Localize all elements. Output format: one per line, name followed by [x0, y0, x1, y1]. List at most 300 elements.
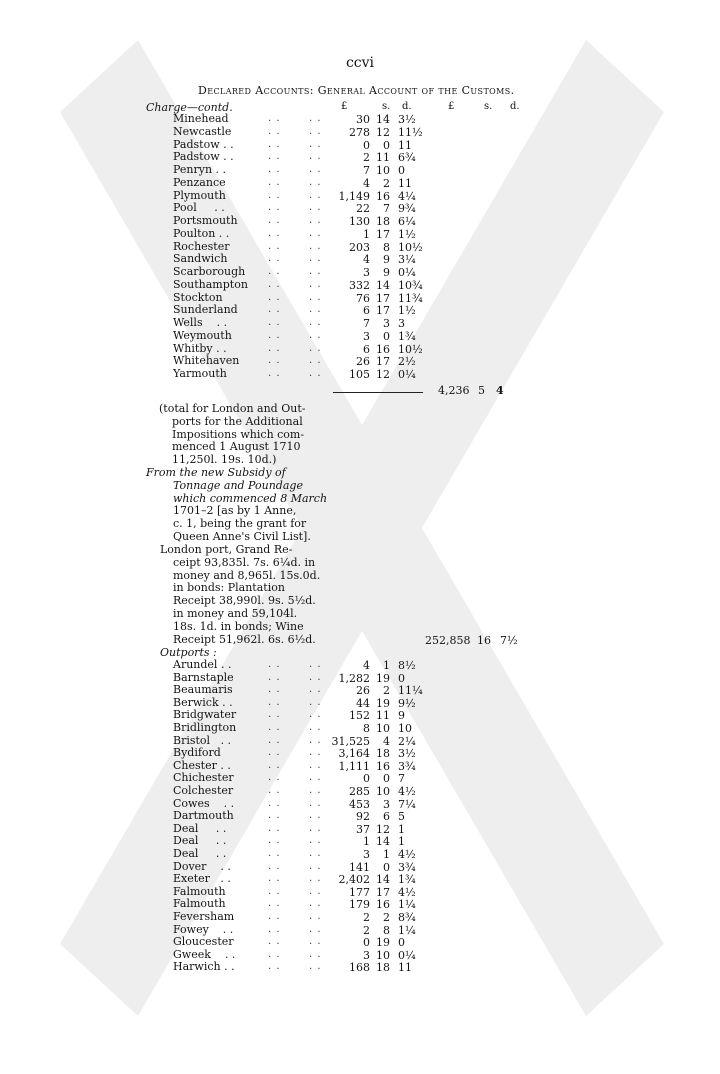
amount-shillings: 0 — [383, 772, 390, 786]
leader-dots: . . — [268, 164, 281, 175]
place-suffix: . . — [198, 847, 227, 860]
leader-dots: . . — [268, 329, 281, 341]
place-label: Barnstaple — [173, 670, 234, 684]
leader-dots: . . — [268, 911, 281, 922]
place-label: Rochester — [173, 239, 230, 253]
place-label: Padstow — [173, 150, 220, 164]
col-header-pound: £ — [341, 101, 348, 112]
amount-shillings: 17 — [376, 304, 390, 318]
amount-shillings: 2 — [383, 684, 390, 698]
leader-dots: . . — [309, 151, 322, 163]
leader-dots: . . — [309, 734, 322, 746]
leader-dots: . . — [309, 848, 322, 859]
leader-dots: . . — [309, 317, 322, 328]
amount-shillings: 8 — [383, 923, 390, 937]
leader-dots: . . — [309, 227, 322, 239]
place-label: Deal — [173, 821, 199, 835]
amount-pounds: 130 — [349, 215, 370, 228]
charge-label: Charge—contd. — [146, 101, 233, 114]
amount-shillings: 4 — [383, 734, 390, 748]
amount-shillings: 19 — [376, 696, 390, 710]
amount-pence: 1¼ — [398, 923, 416, 937]
place-label: Poulton — [173, 226, 216, 240]
leader-dots: . . — [268, 342, 281, 354]
place-label: Bridgwater — [173, 708, 237, 722]
amount-pounds: 168 — [349, 961, 370, 975]
london-line: London port, Grand Re- — [160, 543, 293, 556]
place-label: Stockton — [173, 290, 223, 304]
amount-pence: 4½ — [398, 848, 416, 861]
leader-dots: . . — [309, 189, 322, 201]
note-line: 11,250l. 19s. 10d.) — [172, 453, 277, 467]
place-label: Bydiford — [173, 746, 221, 760]
amount-pence: 3½ — [398, 747, 416, 761]
leader-dots: . . — [268, 291, 281, 303]
amount-shillings: 17 — [376, 291, 390, 305]
amount-pounds: 3 — [363, 266, 370, 279]
leader-dots: . . — [309, 911, 322, 922]
amount-pounds: 1 — [363, 835, 370, 849]
leader-dots: . . — [309, 125, 322, 137]
amount-pence: 1 — [398, 822, 405, 836]
note-line: ports for the Additional — [172, 414, 303, 428]
leader-dots: . . — [268, 355, 281, 367]
place-suffix: . . — [215, 226, 230, 240]
amount-shillings: 17 — [376, 885, 390, 899]
leader-dots: . . — [309, 164, 322, 175]
subtotal-shillings: 5 — [478, 384, 485, 397]
amount-pounds: 278 — [349, 125, 370, 139]
place-suffix: . . — [196, 201, 225, 215]
amount-shillings: 12 — [376, 368, 390, 381]
amount-pence: 4¼ — [398, 189, 416, 203]
leader-dots: . . — [268, 772, 281, 784]
col-header-pence: d. — [402, 101, 412, 112]
amount-pence: 10 — [398, 722, 412, 735]
leader-dots: . . — [268, 822, 281, 834]
amount-pence: 7 — [398, 772, 405, 786]
place-suffix: . . — [220, 960, 235, 974]
additional-impositions-note — [159, 403, 305, 467]
leader-dots: . . — [268, 734, 281, 746]
leader-dots: . . — [268, 253, 281, 265]
london-line: ceipt 93,835l. 7s. 6¼d. in — [173, 555, 316, 569]
leader-dots: . . — [309, 368, 322, 379]
amount-pence: 6¾ — [398, 151, 416, 165]
leader-dots: . . — [268, 948, 281, 960]
leader-dots: . . — [309, 898, 322, 910]
place-label: Berwick — [173, 695, 219, 709]
amount-pounds: 44 — [356, 696, 370, 710]
amount-pounds: 92 — [356, 810, 370, 824]
amount-shillings: 0 — [383, 138, 390, 152]
amount-pounds: 203 — [349, 240, 370, 254]
leader-dots: . . — [309, 342, 322, 354]
note-line: Impositions which com- — [172, 427, 305, 441]
amount-pence: 3½ — [398, 113, 416, 126]
london-line: in bonds: Plantation — [173, 581, 285, 595]
amount-pounds: 2 — [363, 151, 370, 165]
place-label: Sunderland — [173, 303, 238, 317]
amount-shillings: 18 — [376, 961, 390, 975]
amount-pence: 5 — [398, 810, 405, 824]
amount-shillings: 9 — [383, 266, 390, 279]
amount-pence: 11 — [398, 961, 412, 975]
amount-pence: 9¾ — [398, 202, 416, 216]
amount-pence: 11¾ — [398, 291, 423, 305]
leader-dots: . . — [309, 822, 322, 834]
amount-shillings: 11 — [376, 709, 390, 723]
place-label: Gloucester — [173, 935, 234, 949]
place-label: Whitby — [173, 341, 213, 355]
place-label: Falmouth — [173, 897, 226, 911]
amount-shillings: 1 — [383, 659, 390, 672]
place-name — [173, 961, 235, 974]
amount-pounds: 31,525 — [331, 734, 370, 748]
page-number: ccvi — [345, 55, 375, 71]
amount-pence: 1½ — [398, 227, 416, 241]
leader-dots: . . — [309, 671, 322, 683]
amount-pounds: 1 — [363, 227, 370, 241]
place-suffix: . . — [212, 163, 227, 176]
amount-shillings: 17 — [376, 355, 390, 369]
place-suffix: . . — [212, 341, 227, 355]
amount-shillings: 18 — [376, 215, 390, 228]
place-label: Sandwich — [173, 252, 228, 266]
place-label: Falmouth — [173, 884, 226, 898]
leader-dots: . . — [268, 278, 281, 290]
amount-pounds: 22 — [356, 202, 370, 216]
place-suffix: . . — [206, 859, 231, 873]
place-label: Whitehaven — [173, 354, 240, 368]
leader-dots: . . — [309, 835, 322, 847]
place-label: Plymouth — [173, 188, 226, 202]
amount-pounds: 6 — [363, 304, 370, 318]
place-label: Beaumaris — [173, 683, 233, 697]
amount-pounds: 3 — [363, 948, 370, 962]
place-label: Cowes — [173, 796, 210, 810]
place-suffix: . . — [219, 150, 234, 164]
amount-pence: 2½ — [398, 355, 416, 369]
place-label: Penryn — [173, 163, 213, 176]
amount-shillings: 16 — [376, 189, 390, 203]
amount-shillings: 16 — [376, 898, 390, 912]
amount-pounds: 332 — [349, 278, 370, 292]
amount-shillings: 14 — [376, 873, 390, 887]
amount-shillings: 12 — [376, 125, 390, 139]
place-label: Chester — [173, 758, 217, 772]
place-suffix: . . — [209, 872, 231, 886]
amount-pounds: 26 — [356, 684, 370, 698]
leader-dots: . . — [268, 684, 281, 696]
amount-pence: 1¼ — [398, 898, 416, 912]
leader-dots: . . — [309, 873, 322, 885]
leader-dots: . . — [268, 873, 281, 885]
amount-shillings: 18 — [376, 747, 390, 761]
leader-dots: . . — [309, 304, 322, 316]
amount-pounds: 26 — [356, 355, 370, 369]
leader-dots: . . — [268, 125, 281, 137]
amount-shillings: 2 — [383, 176, 390, 190]
amount-pounds: 179 — [349, 898, 370, 912]
place-label: Harwich — [173, 960, 221, 974]
subsidy-line: Queen Anne's Civil List]. — [173, 529, 311, 543]
amount-pence: 0 — [398, 671, 405, 685]
place-label: Wells — [173, 316, 203, 329]
amount-pounds: 2,402 — [338, 873, 370, 887]
leader-dots: . . — [268, 848, 281, 859]
amount-shillings: 14 — [376, 835, 390, 849]
amount-shillings: 3 — [383, 317, 390, 330]
amount-shillings: 12 — [376, 822, 390, 836]
place-suffix: . . — [202, 316, 228, 329]
leader-dots: . . — [309, 253, 322, 265]
col-header-shilling-2: s. — [484, 101, 493, 112]
place-label: Portsmouth — [173, 214, 238, 227]
amount-pounds: 3 — [363, 329, 370, 343]
subtotal-rule — [333, 392, 423, 393]
london-total-pence: 7½ — [500, 634, 518, 647]
amount-pounds: 141 — [349, 860, 370, 874]
leader-dots: . . — [268, 215, 281, 226]
place-label: Penzance — [173, 175, 226, 189]
leader-dots: . . — [268, 797, 281, 809]
amount-pence: 11 — [398, 138, 412, 152]
place-suffix: . . — [209, 796, 235, 810]
place-label: Feversham — [173, 910, 235, 923]
amount-shillings: 7 — [383, 202, 390, 216]
amount-pounds: 0 — [363, 138, 370, 152]
leader-dots: . . — [309, 785, 322, 796]
amount-pence: 4½ — [398, 785, 416, 798]
leader-dots: . . — [268, 923, 281, 935]
leader-dots: . . — [309, 797, 322, 809]
amount-pounds: 7 — [363, 317, 370, 330]
leader-dots: . . — [268, 885, 281, 897]
amount-shillings: 17 — [376, 227, 390, 241]
amount-pounds: 2 — [363, 923, 370, 937]
place-label: Scarborough — [173, 265, 246, 278]
amount-pence: 3 — [398, 317, 405, 330]
amount-pounds: 0 — [363, 772, 370, 786]
amount-shillings: 10 — [376, 785, 390, 798]
amount-pence: 7¼ — [398, 797, 416, 811]
amount-pounds: 105 — [349, 368, 370, 381]
place-name — [173, 368, 227, 381]
amount-pence: 11½ — [398, 125, 423, 139]
amount-pence: 10¾ — [398, 278, 423, 292]
leader-dots: . . — [309, 138, 322, 150]
leader-dots: . . — [309, 329, 322, 341]
place-label: Newcastle — [173, 124, 232, 138]
leader-dots: . . — [309, 709, 322, 721]
leader-dots: . . — [268, 898, 281, 910]
london-line: money and 8,965l. 15s.0d. — [173, 568, 321, 582]
leader-dots: . . — [268, 317, 281, 328]
leader-dots: . . — [268, 936, 281, 948]
leader-dots: . . — [309, 113, 322, 124]
place-suffix: . . — [219, 137, 234, 151]
place-label: Bridlington — [173, 721, 237, 734]
leader-dots: . . — [268, 961, 281, 973]
place-label: Deal — [173, 834, 199, 848]
amount-shillings: 10 — [376, 722, 390, 735]
place-suffix: . . — [198, 834, 227, 848]
amount-shillings: 14 — [376, 113, 390, 126]
leader-dots: . . — [268, 722, 281, 733]
leader-dots: . . — [309, 202, 322, 214]
leader-dots: . . — [309, 684, 322, 696]
place-label: Pool — [173, 201, 197, 215]
amount-shillings: 10 — [376, 948, 390, 962]
london-line: Receipt 38,990l. 9s. 5½d. — [173, 594, 316, 608]
subsidy-line: c. 1, being the grant for — [173, 517, 307, 531]
amount-pence: 8¾ — [398, 911, 416, 924]
amount-pence: 1½ — [398, 304, 416, 318]
amount-pounds: 3 — [363, 848, 370, 861]
amount-pounds: 30 — [356, 113, 370, 126]
amount-shillings: 9 — [383, 253, 390, 267]
leader-dots: . . — [268, 785, 281, 796]
leader-dots: . . — [309, 696, 322, 708]
amount-pounds: 0 — [363, 936, 370, 950]
place-label: Exeter — [173, 872, 210, 886]
amount-shillings: 6 — [383, 810, 390, 824]
amount-pounds: 76 — [356, 291, 370, 305]
london-total-pounds: 252,858 — [425, 634, 471, 647]
amount-pence: 10½ — [398, 240, 423, 254]
amount-pence: 0¼ — [398, 948, 416, 962]
amount-pence: 2¼ — [398, 734, 416, 748]
amount-pounds: 4 — [363, 253, 370, 267]
amount-pounds: 1,282 — [338, 671, 370, 685]
amount-pounds: 8 — [363, 722, 370, 735]
leader-dots: . . — [268, 176, 281, 188]
col-header-pence-2: d. — [510, 101, 520, 112]
amount-shillings: 1 — [383, 848, 390, 861]
amount-pounds: 285 — [349, 785, 370, 798]
running-title: Declared Accounts: General Account of the Customs. — [198, 84, 515, 97]
leader-dots: . . — [309, 659, 322, 670]
leader-dots: . . — [309, 176, 322, 188]
leader-dots: . . — [309, 885, 322, 897]
amount-shillings: 2 — [383, 911, 390, 924]
leader-dots: . . — [309, 266, 322, 277]
amount-pence: 0 — [398, 164, 405, 177]
leader-dots: . . — [268, 240, 281, 252]
place-suffix: . . — [218, 695, 233, 709]
amount-shillings: 11 — [376, 151, 390, 165]
place-label: Chichester — [173, 771, 234, 785]
amount-pence: 3¼ — [398, 253, 416, 267]
amount-pence: 9 — [398, 709, 405, 723]
amount-shillings: 8 — [383, 240, 390, 254]
place-label: Padstow — [173, 137, 220, 151]
leader-dots: . . — [268, 709, 281, 721]
place-suffix: . . — [210, 947, 236, 961]
leader-dots: . . — [268, 810, 281, 822]
amount-pence: 0¼ — [398, 266, 416, 279]
leader-dots: . . — [309, 860, 322, 872]
amount-pence: 10½ — [398, 342, 423, 356]
amount-shillings: 0 — [383, 329, 390, 343]
col-header-pound-2: £ — [448, 101, 455, 112]
place-label: Minehead — [173, 112, 229, 125]
amount-pounds: 3,164 — [338, 747, 370, 761]
note-line: (total for London and Out- — [159, 402, 306, 415]
leader-dots: . . — [268, 696, 281, 708]
leader-dots: . . — [309, 810, 322, 822]
amount-pence: 8½ — [398, 659, 416, 672]
amount-shillings: 14 — [376, 278, 390, 292]
subsidy-line: which commenced 8 March — [173, 491, 328, 505]
subsidy-line: 1701–2 [as by 1 Anne, — [173, 504, 297, 518]
place-label: Yarmouth — [173, 367, 227, 380]
amount-pence: 1 — [398, 835, 405, 849]
amount-pounds: 1,149 — [338, 189, 370, 203]
place-label: Colchester — [173, 784, 234, 797]
amount-pounds: 1,111 — [338, 759, 370, 773]
amount-pence: 0¼ — [398, 368, 416, 381]
leader-dots: . . — [268, 835, 281, 847]
note-line: menced 1 August 1710 — [172, 440, 301, 454]
amount-pounds: 37 — [356, 822, 370, 836]
leader-dots: . . — [268, 202, 281, 214]
london-line: Receipt 51,962l. 6s. 6½d. — [173, 632, 316, 646]
amount-shillings: 3 — [383, 797, 390, 811]
leader-dots: . . — [268, 151, 281, 163]
amount-pence: 11¼ — [398, 684, 423, 698]
amount-pounds: 6 — [363, 342, 370, 356]
amount-pence: 6¼ — [398, 215, 416, 228]
leader-dots: . . — [309, 722, 322, 733]
amount-shillings: 16 — [376, 342, 390, 356]
place-suffix: . . — [208, 922, 234, 936]
place-suffix: . . — [216, 758, 231, 772]
amount-pounds: 4 — [363, 659, 370, 672]
amount-pence: 9½ — [398, 696, 416, 710]
leader-dots: . . — [268, 266, 281, 277]
leader-dots: . . — [309, 215, 322, 226]
place-label: Gweek — [173, 947, 211, 961]
leader-dots: . . — [309, 291, 322, 303]
amount-pence: 0 — [398, 936, 405, 950]
place-label: Weymouth — [173, 328, 232, 342]
leader-dots: . . — [268, 227, 281, 239]
amount-pounds: 7 — [363, 164, 370, 177]
place-label: Southampton — [173, 277, 248, 291]
amount-pounds: 152 — [349, 709, 370, 723]
place-label: Fowey — [173, 922, 209, 936]
leader-dots: . . — [268, 189, 281, 201]
amount-pence: 4½ — [398, 885, 416, 899]
leader-dots: . . — [309, 948, 322, 960]
place-label: Arundel — [173, 658, 218, 671]
leader-dots: . . — [268, 659, 281, 670]
amount-shillings: 19 — [376, 936, 390, 950]
subsidy-line: From the new Subsidy of — [146, 466, 286, 479]
leader-dots: . . — [268, 759, 281, 771]
place-label: Dartmouth — [173, 809, 234, 823]
leader-dots: . . — [268, 368, 281, 379]
leader-dots: . . — [309, 759, 322, 771]
amount-pounds: 453 — [349, 797, 370, 811]
place-suffix: . . — [198, 821, 227, 835]
amount-shillings: 16 — [376, 759, 390, 773]
place-suffix: . . — [210, 733, 232, 747]
leader-dots: . . — [268, 860, 281, 872]
leader-dots: . . — [268, 671, 281, 683]
